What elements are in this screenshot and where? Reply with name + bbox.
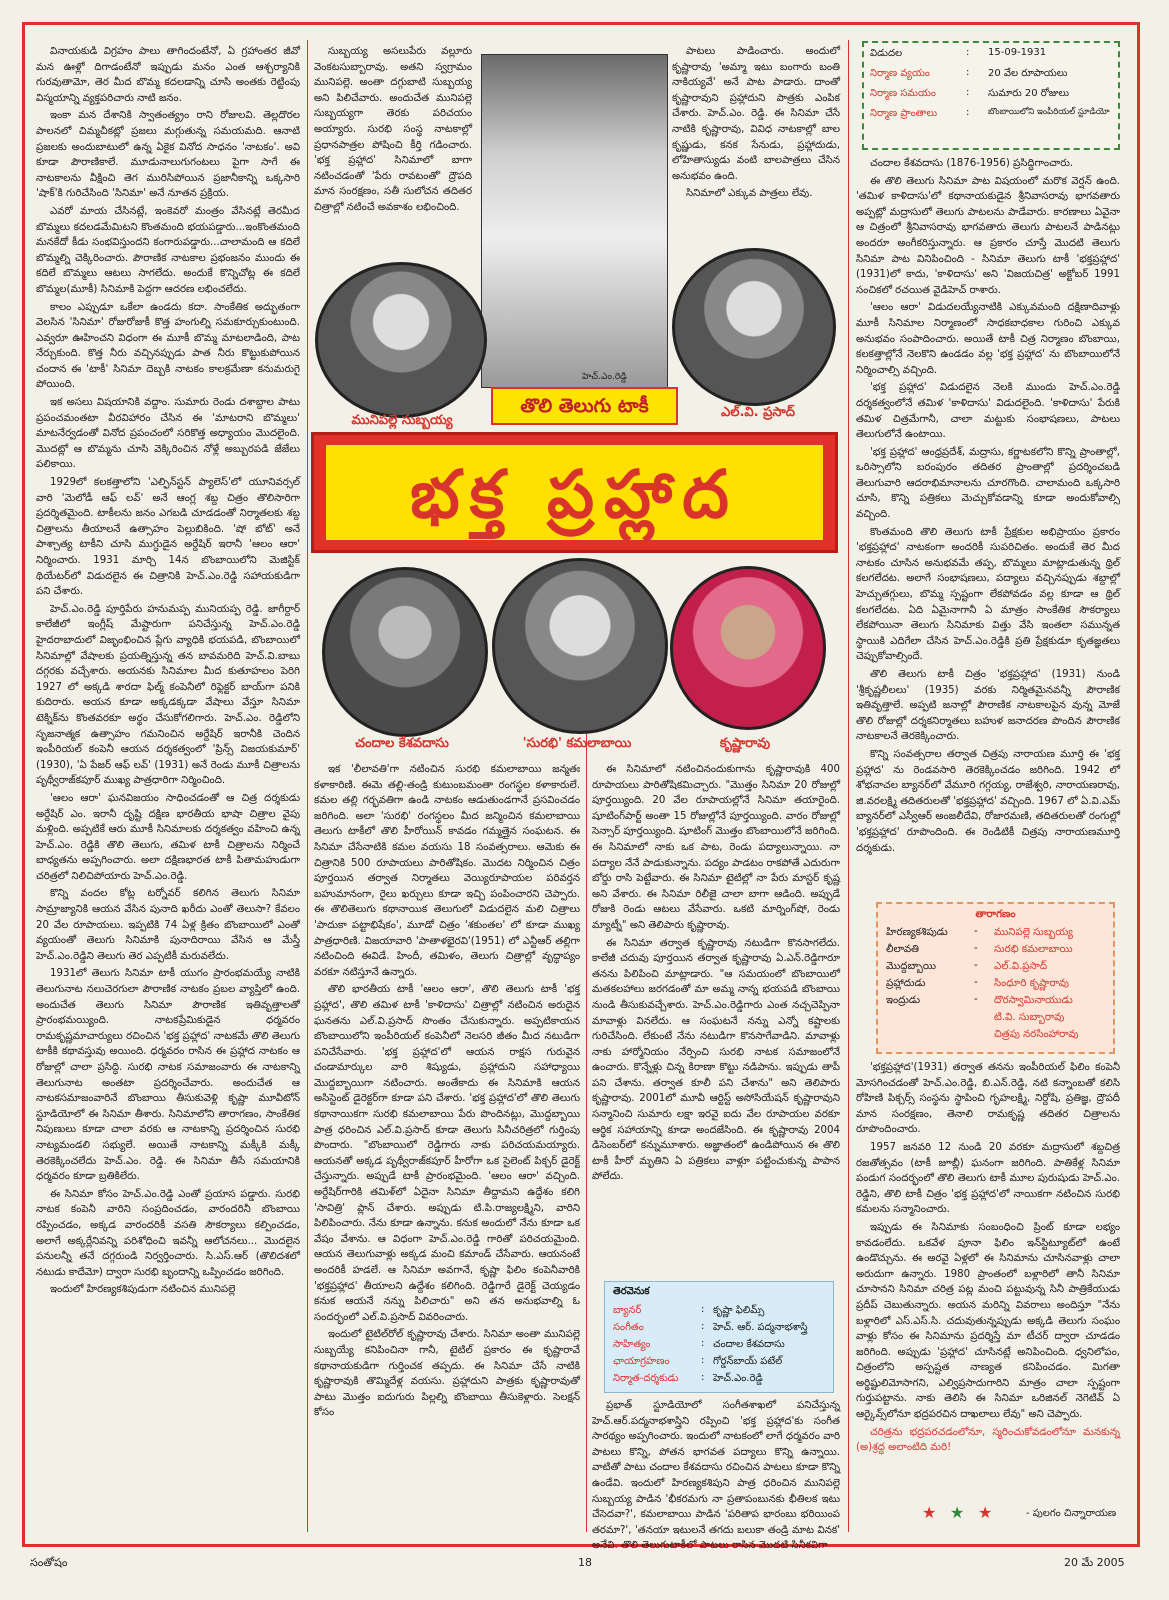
paragraph: కాలం ఎప్పుడూ ఒకేలా ఉండదు కదా. సాంకేతిక అద్భుతంగా వెలసిన 'సినిమా' రోజురోజుకీ కొత్త హంగుల్ని సమకూర్చుకుంటుంది. ఎవ్వరూ ఊహించని విధంగా ఈ మూకీ బొమ్మ మాటలాడింది, పాట నేర్చుకుంది. కొత్త నీరు వచ్చినప్పుడు పాత నీరు కొట్టుకుపోయిన చందాన ఈ 'టాకీ' సినిమా దెబ్బకి నాటకం కాలక్రమేణా కనుమరుగై పోయింది. [36,301,300,391]
paragraph: ఎవరో మాయ చేసినట్లే, ఇంకెవరో మంత్రం వేసినట్లే తెరమీద బొమ్మలు కదలడమేమిటని కొంతమంది భయపడ్డారు...ఇంకొంతమంది మనకేదో కీడు సంభవిస్తుందని కంగారుపడ్డారు...చాలామంది ఆ కదిలే బొమ్మల్ని చెక్కిరించారు. పౌరాణిక నాటకాల ప్రభంజనం ముందు ఈ కదిలే బొమ్మలు ఆటలు సాగలేదు. అందుకే కొన్నిచోట్ల ఈ కదిలే బొమ్మల(మూకీ) సినిమాకి పెద్దగా ఆదరణ లభించలేదు. [36,205,300,295]
fact-label: విడుదల [870,48,903,59]
hm-reddy-photo [481,54,668,388]
cast-actor: ఎల్.వి.ప్రసాద్ [994,961,1048,972]
paragraph: పాటలు పాడించారు. అందులో కృష్ణారావు 'అమ్మా ఇటు బంగారు బంతి నాకియ్యవే' అనే పాట పాడారు. దాంతో కృష్ణారావుని ప్రహ్లాదుని పాత్రకు ఎంపిక చేశారు. హెచ్.ఎం. రెడ్డి. ఈ సినిమా చేసే నాటికి కృష్ణారావు, వివిధ నాటకాల్లో బాల కృష్ణుడు, కనక సేనుడు, ప్రహ్లాదుడు, లోహితాస్యుడు వంటి బాలపాత్రలు చేసిన అనుభవం ఉంది. [672,46,840,182]
hm-reddy-caption: హెచ్.ఎం.రెడ్డి [582,372,627,382]
cast-dash: - [974,926,978,937]
paragraph: ఈ సినిమాలో నటించినందుకుగాను కృష్ణారావుకి 400 రూపాయలు పారితోషికమిచ్చారు. "మొత్తం సినిమా 20 రోజుల్లో పూర్తయ్యింది. 20 వేల రూపాయల్లోనే సినిమా తయారైంది. షూటింగ్‌పార్ట్ అంతా 15 రోజుల్లోనే పూర్తయ్యింది. వారం రోజుల్లో సెన్సార్ పూర్తయ్యింది. షూటింగ్ మొత్తం బొంబాయిలోనే జరిగింది. ఈ సినిమాలో నాకు ఒక పాట, రెండు పద్యాలున్నాయి. నా పద్యాల నేనే పాడుకున్నాను. పద్యం పాడటం రాకపోతే ఎదురుగా బోర్డు రాసి పెట్టేవారు. ఈ సినిమా టైటిల్లో నా పేరు మాస్టర్ కృష్ణ అని వేశారు. ఈ సినిమా రిలీజై చాలా బాగా ఆడింది. అప్పుడే రోజుకి రెండు ఆటలు వేసేవారు. ఒకటి మార్నింగ్‌షో, రెండు మ్యాట్నీ" అని తెలిపారు కృష్ణారావు. [592,764,840,931]
paragraph: తొలి తెలుగు టాకీ చిత్రం 'భక్తప్రహ్లాద' (1931) నుండి 'శ్రీకృష్ణలీలలు' (1935) వరకు నిర్మితమైనవన్నీ పౌరాణిక ఇతివృత్తాలే. అప్పటి జనాల్లో పౌరాణిక నాటకాలపైన వున్న మోజే తొలి రోజుల్లో దర్శకనిర్మాతలు బహుళ జనాదరణ పొందిన పౌరాణిక నాటకాలనే తెరకెక్కించారు. [856,669,1120,743]
paragraph: 1929లో కలకత్తాలోని 'ఎల్ఫిన్‌స్టన్ ప్యాలెస్'లో యూనివర్సల్ వారి 'మెలోడీ ఆఫ్ లవ్' అనే ఆంగ్ల శబ్ద చిత్రం తొలిసారిగా ప్రదర్శితమైంది. టాకీలను జనం ఎగబడి చూడడంతో నిర్మాతలకు శబ్ద చిత్రాలను తీయాలనే ఉత్సాహం పెల్లుబికింది. 'షో బోట్' అనే పాశ్చాత్య టాకీని చూసి ముగ్ధుడైన అర్దేషిర్ ఇరానీ 'ఆలం ఆరా' నిర్మించారు. 1931 మార్చి 14న బొంబాయిలోని మెజిస్టిక్ థియేటర్‌లో విడుదలైన ఈ చిత్రానికి హెచ్.ఎం.రెడ్డి సహాయకుడిగా పని చేశారు. [36,477,300,598]
fact-colon: : [966,87,970,98]
cast-role: హిరణ్యకశిపుడు [886,927,948,938]
star-icon: ★ [950,1503,965,1522]
kamalabai-photo [492,558,668,734]
krishnarao-photo [670,566,826,730]
cast-role: ప్రహ్లాదుడు [886,978,926,989]
fact-label: నిర్మాణ ప్రాంతాలు [870,108,938,119]
column-rule [848,40,849,1532]
paragraph: తొలి భారతీయ టాకీ 'ఆలం ఆరా', తొలి తెలుగు టాకీ 'భక్త ప్రహ్లాద', తొలి తమిళ టాకీ 'కాళిదాసు' చిత్రాల్లో నటించిన అరుదైన ఘనతను ఎల్.వి.ప్రసాద్ సొంతం చేసుకున్నారు. అప్పటికాయన బొంబాయిలోని ఇంపీరియల్ కంపెనీలో నెలసరి జీతం మీద నటుడిగా పనిచేసేవారు. 'భక్త ప్రహ్లాద'లో ఆయన రాక్షస గురువైన చండామార్కుల వారి శిష్యుడు, ప్రహ్లాదుని సహాధ్యాయి మొద్దబ్బాయిగా నటించారు. అంతేకాదు ఈ సినిమాకి ఆయన అసిస్టెంట్ డైరెక్టర్‌గా కూడా పని చేశారు. 'భక్త ప్రహ్లాద'లో తొలి తెలుగు కథానాయికగా సురభి కమలాబాయి పేరు పొందినట్లు, మొద్దబ్బాయి పాత్ర ధరించిన ఎల్.వి.ప్రసాద్ కూడా తెలుగు సినీచరిత్రలో గుర్తింపు పొందారు. "బొంబాయిలో రెడ్డిగారు నాకు పరిచయమయ్యారు. ఆయనతో అక్కడ పృథ్వీరాజ్‌కపూర్ హీరోగా ఒక సైలెంట్ పిక్చర్ డైరెక్ట్ చేస్తున్నారు. అప్పుడే టాకీ ప్రారంభమైంది. 'ఆలం ఆరా' వచ్చింది. అర్దేషిర్‌గారికి తమిళ్‌లో ఏదైనా సినిమా తీద్దామని ఉద్దేశం కలిగి 'సావిత్రి' ప్లాన్ చేశారు. అప్పుడు టి.పి.రాజ్యలక్ష్మిని, వారిని పిలిపించారు. నేను కూడా ఉన్నాను. కనుక అందులో నేను కూడా ఒక వేషం వేశాను. ఆ విధంగా హెచ్.ఎం.రెడ్డి గారితో పరిచయమైంది. ఆయన తెలుగువాళ్లు అక్కడ మంచి కమాండ్ చేసేవారు. ఆయనంటే అందరికీ హడలే. ఆ సినిమా అవగానే, కృష్ణా ఫిలిం కంపెనీవారికి 'భక్తప్రహ్లాద' తీయాలని ఉద్దేశం కలిగింది. రెడ్డిగారే డైరెక్ట్ చెయ్యడం కనుక ఆయనే నన్ను పిలిచారు" అని తన అనుభవాల్ని ఓ సందర్భంలో ఎల్.వి.ప్రసాద్ వివరించారు. [314,984,580,1323]
krishnarao-caption: కృష్ణారావు [719,736,771,751]
paragraph: ఇంకా మన దేశానికి స్వాతంత్య్రం రాని రోజులవి. తెల్లదొరల పాలనలో చిమ్మచీకట్లో ప్రజలు మగ్గుతున్న సమయమది. ఆనాటి ప్రజలకు అందుబాటులో ఉన్న ఏకైక వినోద సాధనం 'నాటకం'. అవి కూడా పౌరాణికాలే. మూడునాలుగుగంటలు పైగా సాగే ఈ నాటకాలను వీక్షించి తెగ మురిసిపోయిన ప్రజానీకాన్ని ఒక్కసారి 'షాక్'కి గురిచేసింది 'సినిమా' అనే నూతన ప్రక్రియ. [36,110,300,200]
credit-label: ఛాయాగ్రహణం [613,1356,670,1367]
cast-actor: సురభి కమలాబాయి [994,944,1073,955]
paragraph: ఇప్పుడు ఈ సినిమాకు సంబంధించి ప్రింట్ కూడా లభ్యం కావడంలేదు. ఒకవేళ పూనా ఫిలిం ఇన్‌స్టిట్యూట్‌లో ఉంటే ఉండొచ్చును. ఈ అరవై ఏళ్లలో ఈ సినిమాను చూసినవాళ్లు చాలా అరుదుగా ఉన్నారు. 1980 ప్రాంతంలో బళ్లారిలో తానీ సినిమా చూసానని సినిమా చరిత్ర పట్ల మంచి పట్టువున్న సినీ పాత్రికేయుడు ప్రదీప్ చెబుతున్నారు. అయన మరిన్ని వివరాలు అందిస్తూ "నేను బళ్లారిలో ఎస్.ఎస్.సి. చదువుతున్నప్పుడు అక్కడి తెలుగు సంఘం వాళ్లు కోసం ఈ సినిమాను ప్రదర్శిస్తే మా టీచర్ ద్వారా చూడడం జరిగింది. అప్పుడు 'ప్రహ్లాద' చూసినట్లే అనిపించింది. ధ్వనిలోపం, చిత్రంలోని అస్పష్టత నాణ్యత కనిపించడం. మిగతా అర్థిష్టులిమోసాగని, ఎల్విప్రసాదుగారిని మాత్రం చాలా స్పష్టంగా గుర్తుపట్టాను. నాకు తెలిసి ఈ సినిమా ఒరిజినల్ నెగెటివ్ ఏ ఆర్కైవ్స్‌లోనూ భద్రపరచిన దాఖలాలు లేవు" అని చెప్పారు. [856,1221,1120,1421]
cast-actor: చిత్రపు నరసింహారావు [994,1029,1079,1040]
credit-value: హెచ్. ఆర్. పద్మనాభశాస్త్రి [713,1322,808,1333]
cast-dash: - [974,943,978,954]
paragraph: 1931లో తెలుగు సినిమా టాకీ యుగం ప్రారంభమయ్యే నాటికి తెలుగునాట నలుచెరగులా పౌరాణిక నాటకం ప్రబల వ్యాప్తిలో ఉంది. అందుచేత తెలుగు సినిమా పౌరాణిక ఇతివృత్తాలతో ప్రారంభమయ్యింది. నాటకప్రేమికుడైన ధర్మవరం రామకృష్ణమాచార్యులు రచించిన 'భక్త ప్రహ్లాద' నాటకమే తొలి తెలుగు టాకీకి కథావస్తువు అయింది. ధర్మవరం రాసిన ఈ ప్రహ్లాద నాటకం ఆ రోజుల్లో చాలా ప్రసిద్ధి. సురభి నాటక సమాజంవారు ఈ నాటకాన్ని తెలుగునాట అంతటా ప్రదర్శించేవారు. అందుచేత ఆ నాటకసమాజంవారినే బొంబాయి తీసుకువెళ్లి కృష్ణా మూవీటోన్ స్టూడియోలో ఈ సినిమా తీశారు. సినిమాలోని తారాగణం, సాంకేతిక నిపుణులు కూడా చాలా వరకు ఆ నాటకాన్ని ప్రదర్శించిన సురభి నాట్యమండలి సభ్యులే. అయితే నాటకాన్ని మక్కీకి మక్కీ తెరకెక్కించలేదు హెచ్.ఎం. రెడ్డి. ఈ సినిమా తీసే సమయానికి ధర్మవరం కూడా బ్రతికిలేరు. [36,968,300,1183]
credit-value: చందాల కేశవదాసు [713,1339,785,1350]
paragraph: సుబ్బయ్య అసలుపేరు వల్లూరు వెంకటసుబ్బారావు. అతని స్వగ్రామం మునిపల్లె. అంతా దగ్గుబాటి సుబ్బయ్య అని పిలిచేవారు. అందుచేత మునిపల్లె సుబ్బయ్యగా తెరకు పరిచయం అయ్యారు. సురభి సంస్థ నాటకాల్లో ప్రధానపాత్రల పోషించి కీర్తి గడించారు. 'భక్త ప్రహ్లాద' సినిమాలో బాగా నటించడంతో 'పేరు రావటంతో' ద్రౌపది మాన సంరక్షణం, సతీ సులోచన తదితర చిత్రాల్లో నటించే అవకాశం లభించింది. [314,46,472,213]
fact-row [870,87,1112,105]
munipalle-caption: మునిపల్లె సుబ్బయ్య [351,413,453,428]
credits-row [613,1304,829,1319]
paragraph: కొన్ని సంవత్సరాల తర్వాత చిత్రపు నారాయణ మూర్తి ఈ 'భక్త ప్రహ్లాద' ను రెండవసారి తెరకెక్కించడం జరిగింది. 1942 లో శోభనాచల బ్యానర్‌లో వేమూరి గగ్గయ్య, రాజేశ్వరి, నారాయణరావు, జి.వరలక్ష్మి తదితరులతో 'భక్తప్రహ్లాద' వచ్చింది. 1967 లో ఏ.వి.ఎమ్ బ్యానర్‌లో ఎస్వీఆర్ అంజలీదేవి, రోజారమణి, తదితరులతో రంగుల్లో 'భక్తప్రహ్లాద' రూపొందింది. ఈ రెండిటికీ చిత్రపు నారాయణమూర్తి దర్శకుడు. [856,748,1120,854]
issue-date: 20 మే 2005 [1064,1556,1125,1569]
fact-value: బొంబాయిలోని ఇంపీరియల్ స్టూడియో [988,107,1110,117]
credit-label: బ్యానర్ [613,1305,642,1316]
paragraph: 1957 జనవరి 12 నుండి 20 వరకూ మద్రాసులో శబ్దచిత్ర రజతోత్సవం (టాకీ జూబ్లీ) ఘనంగా జరిగింది. పాతికేళ్ల సినిమా పండుగ సందర్భంలో తొలి తెలుగు టాకీ మూల పురుషుడు హెచ్.ఎం. రెడ్డిని, తొలి టాకీ చిత్రం 'భక్త ప్రహ్లాద'లో నాయికగా నటించిన సురభి కమలను సన్మానించారు. [856,1141,1120,1216]
paragraph: 'భక్త ప్రహ్లాద' విడుదలైన నెలకి ముందు హెచ్.ఎం.రెడ్డి దర్శకత్వంలోనే తమిళ 'కాళిదాసు' విడుదలైంది. 'కాళిదాసు' పేరుకి తమిళ చిత్రమేగానీ, చాలా మట్టుకు సంభాషణలు, పాటలు తెలుగులోనే ఉంటాయి. [856,382,1120,441]
cast-actor: సింధూరి కృష్ణారావు [994,978,1069,989]
article-column-2 [314,762,580,1530]
fact-row [870,107,1112,125]
fact-value: 20 వేల రూపాయలు [988,68,1068,79]
credits-title: తెరవెనుక [613,1286,650,1297]
fact-value: 15-09-1931 [988,47,1047,58]
credits-row [613,1355,829,1370]
fact-row [870,47,1112,65]
paragraph: ఇక 'లీలావతి'గా నటించిన సురభి కమలాబాయి జన్మతః కళాకారిణి. ఈమె తల్లి-తండ్రి కుటుంబమంతా రంగస్థల కళాకారులే. కమల తల్లి గర్భవతిగా ఉండి నాటకం ఆడుతుండగానే ప్రసవించడం జరిగింది. అలా 'సురభి' రంగస్థలం మీద జన్మించిన కమలాబాయి తెలుగు టాకీలో తొలి హీరోయిన్ కావడం గమ్మత్తైన సంఘటన. ఈ సినిమా చేసేనాటికి కమల వయసు 18 సంవత్సరాలు. ఆమెకు ఈ చిత్రానికి 500 రూపాయలు పారితోషికం. మొదట నిర్మించిన చిత్రం పూర్తయిన తర్వాత నిర్మాతలు వెయ్యిరూపాయల పరివర్తన బహుమానంగా, రైలు ఖర్చులు కూడా ఇచ్చి పంపించారని చెప్పారు. ఈ తొలితెలుగు కథానాయిక తెలుగులో విడుదలైన మలి చిత్రాలు 'పాదుకా పట్టాభిషేకం', మూడో చిత్రం 'శకుంతల' లో కూడా ముఖ్య పాత్రధారిణి. విజయావారి 'పాతాళభైరవి'(1951) లో ఎన్టీఆర్ తల్లిగా నటించింది ఈవిడే. హిందీ, తమిళం, తెలుగు చిత్రాల్లో వృద్ధాప్యం వరకూ నటిస్తూనే ఉన్నారు. [314,764,580,978]
star-icon: ★ [978,1503,993,1522]
cast-row [886,960,1107,975]
chandala-caption: చందాల కేశవదాసు [355,736,449,751]
article-column-4 [856,156,1120,898]
paragraph: ఇక అసలు విషయానికి వద్దాం. సుమారు రెండు దశాబ్దాల పాటు ప్రపంచమంతటా వీరవిహారం చేసిన ఈ 'మాటరాని బొమ్మలు' మాటనేర్వడంతో వినోద ప్రపంచంలో సరికొత్త అధ్యాయం మొదలైంది. మొదట్లో ఆ బొమ్మను చూసి వెక్కిరించిన నోళ్లే అబ్బురపడి జేజేలు పలికాయి. [36,397,300,471]
credit-value: హెచ్.ఎం.రెడ్డి [713,1373,763,1384]
fact-label: నిర్మాణ వ్యయం [870,68,930,79]
fact-label: నిర్మాణ సమయం [870,88,936,99]
credit-label: సంగీతం [613,1322,644,1333]
paragraph: 'ఆలం ఆరా' ఘనవిజయం సాధించడంతో ఆ చిత్ర దర్శకుడు అర్దేషిర్ ఎం. ఇరానీ దృష్టి దక్షిణ భారతీయ భాషా చిత్రాల వైపు మళ్లింది. అప్పటికే ఆరు మూకీ సినిమాలకు దర్శకత్వం వహించి ఉన్న హెచ్.ఎం. రెడ్డికి తొలి తెలుగు, తమిళ టాకీ చిత్రాలను నిర్మించే బాధ్యతను అప్పగించారు. అలా దక్షిణభారత టాకీ పితామహుడుగా చరిత్రలో నిలిచిపోయారు హెచ్.ఎం.రెడ్డి. [36,792,300,882]
byline: - పులగం చిన్నారాయణ [1026,1508,1117,1519]
cast-row [886,994,1107,1009]
fact-value: సుమారు 20 రోజులు [988,88,1070,99]
fact-row [870,67,1112,85]
credit-colon: : [701,1304,705,1315]
paragraph: హెచ్.ఎం.రెడ్డి పూర్తిపేరు హనుమప్ప మునియప్ప రెడ్డి. జాగీర్దార్ కాలేజీలో ఇంగ్లీష్ మేష్టారుగా పనిచేస్తున్న హెచ్.ఎం.రెడ్డి హైదరాబాదులో విజృంభించిన ప్లేగు వ్యాధికి భయపడి, బొంబాయిలో సినిమాల్లో వేషాలకు ప్రయత్నిస్తున్న తన బావమరిది హెచ్.వి.బాబు దగ్గరకు వచ్చేశారు. అయనకు సినిమాల మీద కుతూహలం పెరిగి 1927 లో అక్కడి శారదా ఫిల్మ్ కంపెనీలో రిఫ్లెక్టర్ బాయ్‌గా పనికి కుదిరారు. అయన కూడా అక్కడక్కడా వేషాలు వేస్తూ సినిమా టెక్నిక్‌ను కొంతవరకూ అర్థం చేసుకోగలిగారు. హెచ్.ఎం. రెడ్డిలోని సృజనాత్మక ఉత్సాహం గమనించిన అర్దేషిర్ ఇరానీకి చెందిన ఇంపీరియల్ కంపెనీ ఆయన దర్శకత్వంలో 'ప్రిన్స్ విజయకుమార్' (1930), 'ఏ పేజర్ ఆఫ్ లవ్' (1931) అనే రెండు మూకీ చిత్రాలను పృథ్వీరాజ్‌కపూర్ ముఖ్య పాత్రధారిగా నిర్మించింది. [36,603,300,787]
headline-text: భక్త ప్రహ్లాద [326,445,823,540]
film-facts-box [862,41,1120,150]
cast-role: ఇంద్రుడు [886,995,920,1006]
credit-colon: : [701,1321,705,1332]
cast-actor: దొరస్వామినాయుడు [994,995,1073,1006]
lv-prasad-photo [672,248,836,406]
cast-dash: - [974,994,978,1005]
cast-actor: మునిపల్లె సుబ్బయ్య [994,927,1073,938]
article-column-1 [36,44,300,1530]
paragraph: చందాల కేశవదాసు (1876-1956) ప్రసిద్ధిగాంచారు. [870,158,1074,169]
paragraph: సినిమాలో ఎక్కువ పాత్రలు లేవు. [686,188,813,200]
cast-row [886,977,1107,992]
paragraph: కొన్ని వందల కోట్ల టర్నోవర్ కలిగిన తెలుగు సినిమా సామ్రాజ్యానికి ఆయన వేసిన పునాది ఖరీదు ఎంతో తెలుసా? కేవలం 20 వేల రూపాయలు. ఇప్పటికి 74 ఏళ్ల క్రితం బొంబాయిలో ఎంతో వ్యయంతో తెలుగు సినిమాకి పునాదిరాయి వేసిన ఆ మేస్త్రీ హెచ్.ఎం.రెడ్డిని తెలుగు తెర ఎప్పటికీ మరువలేదు. [36,888,300,962]
lv-prasad-caption: ఎల్.వి. ప్రసాద్ [721,405,795,420]
paragraph: 'భక్త ప్రహ్లాద' ఆంధ్రప్రదేశ్, మద్రాసు, కర్ణాటకలోని కొన్ని ప్రాంతాల్లో, ఒరిస్సాలోని బరంపురం తదితర ప్రాంతాల్లో ప్రదర్శించబడి తెలుగువారి ఆదరాభిమానాలను చూరగొంది. చాలామంది ఒక్కసారి చూసి, కొన్ని పత్రికలు మెచ్చుకోవడాన్ని కూడా అందుకోవాల్సి వచ్చింది. [856,446,1120,521]
paragraph: 'భక్తప్రహ్లాద'(1931) తర్వాత తనను ఇంపీరియల్ ఫిలిం కంపెనీ మోసగించడంతో హెచ్.ఎం.రెడ్డి, బి.ఎన్.రెడ్డి, నటి కన్నాంబతో కలిసి రోహిణి పిక్చర్స్ సంస్థను స్థాపించి గృహలక్ష్మి, నిర్దోషి, ప్రతిజ్ఞ, ద్రౌపదీ మాన సంరక్షణం, తెనాలి రామకృష్ణ తదితర చిత్రాలను రూపొందించారు. [856,1062,1120,1136]
paragraph: ఇందులో హిరణ్యకశిపుడుగా నటించిన మునిపల్లె [50,1284,236,1296]
cast-dash: - [974,977,978,988]
page-number: 18 [578,1556,592,1569]
cast-role: మొద్దబ్బాయి [886,961,936,972]
credit-label: నిర్మాత-దర్శకుడు [613,1373,679,1384]
article-column-3 [592,762,840,1278]
article-column-3-top [672,44,840,244]
credits-row [613,1372,829,1387]
headline-banner [311,432,838,553]
star-icon: ★ [922,1503,937,1522]
credit-colon: : [701,1355,705,1366]
credits-box [604,1281,834,1393]
paragraph: ఇందులో టైటిల్‌రోల్ కృష్ణారావు చేశారు. సినిమా అంతా మునిపల్లె సుబ్బయ్యే కనిపించినా గానీ, టైటిల్ ప్రకారం ఈ కృష్ణారావే కథానాయకుడిగా గుర్తించక తప్పదు. ఈ సినిమా చేసే నాటికి కృష్ణారావుకి తొమ్మిదేళ్ల వయసు. ప్రహ్లాదుని పాత్రకు కృష్ణారావుతో పాటు మొత్తం ఐదుగురు పిల్లల్ని బొంబాయి తీసుకెళ్లారు. సెలక్షన్ కోసం [314,1329,580,1419]
cast-row [886,926,1107,941]
cast-box [876,902,1115,1054]
credits-row [613,1321,829,1336]
cast-dash: - [974,960,978,971]
cast-row [886,943,1107,958]
paragraph: ఈ తొలి తెలుగు సినిమా పాట విషయంలో మరొక వెర్షన్ ఉంది. 'తమిళ కాళిదాసు'లో కథానాయకుడైన శ్రీనివాసరావు భాగవతారు అప్పట్లో మద్రాసులో తెలుగు పాటలను పాడేవారు. కారణాలు ఏవైనా ఆ చిత్రంలో శ్రీనివాసరావు భాగవతారు తెలుగు పాటలనే పాడినట్లు అందరూ అంగీకరిస్తున్నారు. ఆ ప్రకారం చూస్తే మొదటి తెలుగు సినిమా పాట వినిపించింది - సినిమా తెలుగు టాకీ 'భక్తప్రహ్లాద' (1931)లో కాదు, 'కాళిదాసు' అని 'విజయచిత్ర' అక్టోబర్ 1991 సంచికలో రచయిత వైడిహెచ్ రాశారు. [856,175,1120,296]
credit-value: కృష్ణా ఫిలిమ్స్ [713,1305,765,1316]
paragraph: 'ఆలం ఆరా' విడుదలయ్యేనాటికి ఎక్కువమంది దక్షిణాదివాళ్లు మూకీ సినిమాల నిర్మాణంలో సాధకబాధకాల గురించి ఎక్కువ అనుభవం సంపాదించారు. అయితే టాకీ చిత్ర నిర్మాణం బొంబాయి, కలకత్తాల్లోనే నెలకొని ఉండడం వల్ల 'భక్త ప్రహ్లాద' ను బొంబాయిలోనే నిర్మించాల్సి వచ్చింది. [856,302,1120,376]
cast-role: లీలావతి [886,944,920,955]
cast-actor: టి.వి. సుబ్బారావు [994,1012,1065,1023]
footer-publication: సంతోషం [30,1556,68,1569]
paragraph: వినాయకుడి విగ్రహం పాలు తాగిందంటేనో, ఏ గ్రహాంతర జీవో మన ఊళ్లో దిగాడంటేనో ఇప్పుడు మనం ఎంత ఆశ్చర్యానికి గురవుతామో, తెర మీద బొమ్మ కదలడాన్ని చూసి అంతకు రెట్టింపు విస్మయాన్ని వ్యక్తపరిచారు నాటి జనం. [36,46,300,104]
fact-colon: : [966,47,970,58]
credit-colon: : [701,1372,705,1383]
fact-colon: : [966,107,970,118]
article-column-4-bottom [856,1060,1120,1496]
chandala-keshavadasu-photo [322,567,488,737]
paragraph: ఈ సినిమా కోసం హెచ్.ఎం.రెడ్డి ఎంతో ప్రయాస పడ్డారు. సురభి నాటక కంపెనీ వారిని సంప్రదించడం, వారందరినీ బొంబాయి రప్పించడం, అక్కడ వారందరికీ వసతి సౌకర్యాలు కల్పించడం, అలాగే అక్కర్లేనివన్ని పరిశోధించి ఇవన్నీ ఆలోచనలు... మొదలైన పనులన్నీ తనే దగ్గరుండి నిర్వర్తించారు. సి.ఎస్.ఆర్ (తొలిదశలో నటుడు కాదేమో) ద్వారా సురభి బృందాన్ని ఒప్పించడం జరిగింది. [36,1188,300,1278]
cast-row [886,1011,1107,1026]
paragraph: ఈ సినిమా తర్వాత కృష్ణారావు నటుడిగా కొనసాగలేదు. కాలేజీ చదువు పూర్తయిన తర్వాత కృష్ణారావు ఏ.ఎన్.రెడ్డిగారూ తనను పిలిపించి మాట్లాడారు. "ఆ సమయంలో బొంబాయిలో మతకలహాలు జరగడంతో మా అమ్మ నాన్న భయపడి బొంబాయి నుండి తీసుకువచ్చేశారు. హెచ్.ఎం.రెడ్డిగారు ఎంత నచ్చచెప్పినా మావాళ్లు వినలేదు. ఆ సంఘటనే నన్ను ఎన్నో కష్టాలకు గురిచేసింది. లేకుంటే నేను నటుడిగా కొనసాగేవాడిని. మావాళ్లు నాకు హార్మోనియం నేర్పించి సురభి నాటక సమాజంలోనే ఉంచారు. కొన్నేళ్లు చిన్న కిరాణా కొట్టు నడిపాను. ఇప్పుడు తాపీ పని చేశాను. తర్వాత కూలీ పని చేశాను" అని తెలిపారు కృష్ణారావు. 2001లో మూవీ ఆర్టిస్ట్ అసోసియేషన్ కృష్ణారావుని సన్మానించి సుమారు లక్షా ఇరవై ఐదు వేల రూపాయల వరకూ ఆర్థిక సహాయాన్ని కూడా అందజేసింది. ఈ కృష్ణారావు 2004 డిసెంబర్‌లో కన్నుమూశారు. అజ్ఞాతంలో ఉండిపోయిన ఈ తొలి టాకీ హీరో మృతిని ఏ పత్రికలు వాళ్లూ పట్టించుకున్న పాపాన పోలేదు. [592,937,840,1183]
credit-value: గోర్డన్‌బాయ్ పటేల్ [713,1356,783,1367]
cast-row [886,1028,1107,1043]
paragraph: కొంతమంది తొలి తెలుగు టాకీ ప్రేక్షకుల అభిప్రాయం ప్రకారం 'భక్తప్రహ్లాద' నాటకంగా అందరికీ సుపరిచితం. అందుకే తెర మీద నాటకం చూసిన అనుభవమే తప్ప, బొమ్మలు మాట్లాడుతున్న థ్రిల్ కలగలేదట. అలాగే సంభాషణలు, పద్యాలు వచ్చినప్పుడు శబ్దాల్లో హెచ్చుతగ్గులు, బొమ్మ స్పష్టంగా లేకపోవడం వల్ల కూడా ఆ థ్రిల్ కలగలేదట. ఏది ఏమైనాగానీ ఏ మాత్రం సాంకేతిక సౌకర్యాలు లేకపోయినా తెలుగు సినిమాకు విత్తు వేసి ఇంతలా సమున్నత స్థాయికి ఎదిగేలా చేసిన హెచ్.ఎం.రెడ్డికి ప్రతి ప్రేక్షకుడూ కృతజ్ఞతలు చెప్పుకోవాల్సిందే. [856,526,1120,663]
fact-colon: : [966,67,970,78]
cast-title: తారాగణం [975,909,1016,920]
closing-note: చరిత్రను భద్రపరచడంలోనూ, స్మరించుకోవడంలోనూ మనకున్న (అ)శ్రద్ధ అలాంటిది మరి! [856,1426,1120,1454]
credit-colon: : [701,1338,705,1349]
kicker-title: తొలి తెలుగు టాకీ [491,387,678,425]
munipalle-subbaiah-photo [315,262,487,418]
column-rule [307,40,308,1532]
article-column-3-bottom [592,1398,840,1552]
article-column-2-top [314,44,472,244]
kamalabai-caption: 'సురభి' కమలాబాయి [522,736,632,751]
paragraph: ప్రభాత్ స్టూడియోలో సంగీతశాఖలో పనిచేస్తున్న హెచ్.ఆర్.పద్మనాభశాస్త్రిని రప్పించి 'భక్త ప్రహ్లాద'కు సంగీత సారథ్యం అప్పగించారు. ఇందులో నాటకంలో లాగే ధర్మవరం వారి పాటలు కొన్ని, పోతన భాగవత పద్యాలు కొన్ని ఉన్నాయి. వాటితో పాటు చందాల కేశవదాసు రచించిన పాటలు కూడా కొన్ని ఉండేవి. ఇందులో హిరణ్యకశిపుని పాత్ర ధరించిన మునిపల్లె సుబ్బయ్య పాడిన 'భీకరమగు నా ప్రతాపంబునకు భీతిలక ఇటు చేసెదవా?', కమలాబాయి పాడిన 'పరితాప భారంబు భరియింప తరమా?', 'తనయా ఇటులనే తగదు బలుకా తండ్రి మాట వినక' అనేవి. తొలి తెలుగుటాకీలో పాటలు రాసిన మొదటి సినీకవిగా [592,1400,840,1552]
credit-label: సాహిత్యం [613,1339,651,1350]
credits-row [613,1338,829,1353]
